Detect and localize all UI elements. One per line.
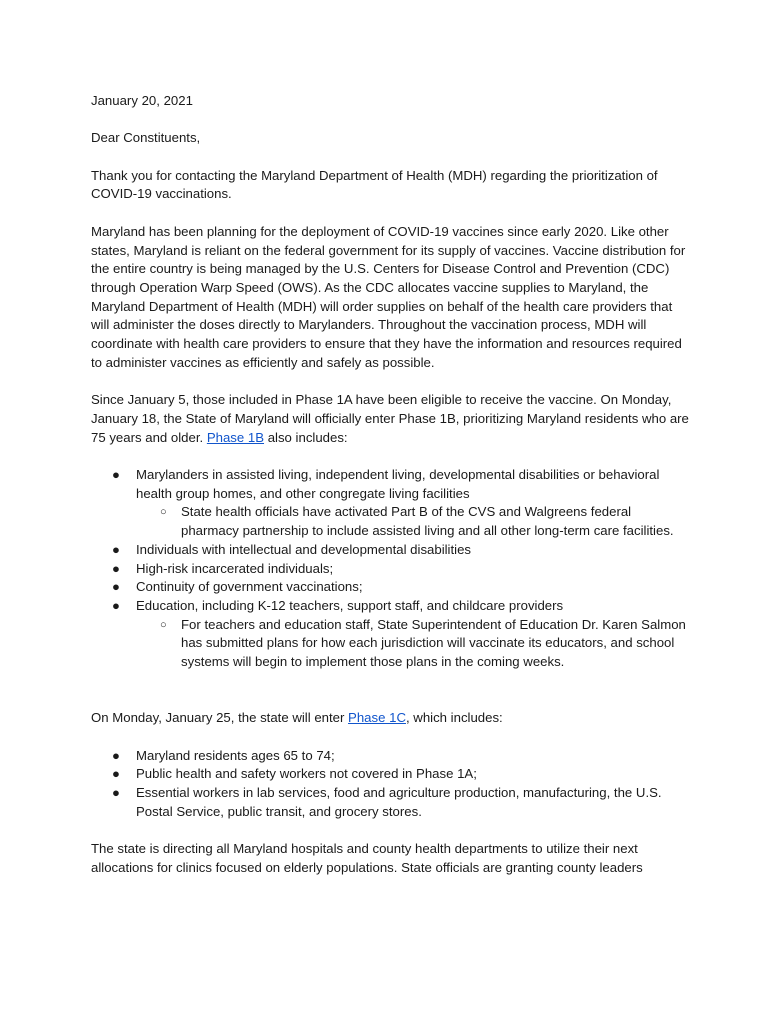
list-item [91, 541, 691, 560]
list-item-text: Individuals with intellectual and developmental disabilities [136, 541, 472, 557]
list-item-text: High-risk incarcerated individuals; [136, 560, 334, 576]
phase-1b-paragraph [91, 391, 691, 447]
bullet-icon: ● [112, 766, 120, 782]
list-item [91, 765, 691, 784]
phase-1c-text-end: , which includes: [405, 710, 503, 726]
sub-list [136, 616, 691, 672]
phase-1b-link[interactable]: Phase 1B [206, 429, 265, 445]
planning-paragraph: Maryland has been planning for the deployment of COVID-19 vaccines since early 2020. Like other states, Maryland is reliant on the federal government for its supply of vaccines. Vaccine distribution for the entire country is being managed by the U.S. Centers for Disease Control and Prevention (CDC) through Operation Warp Speed (OWS). As the CDC allocates vaccine supplies to Maryland, the Maryland Department of Health (MDH) will order supplies on behalf of the health care providers that will administer the doses directly to Marylanders. Throughout the vaccination process, MDH will coordinate with health care providers to ensure that they have the information and resources required to administer vaccines as efficiently and safely as possible. [91, 223, 686, 370]
phase-1c-link[interactable]: Phase 1C [348, 710, 406, 726]
circle-bullet-icon: ○ [160, 506, 167, 519]
bullet-icon: ● [112, 747, 120, 763]
bullet-icon: ● [112, 466, 120, 482]
sub-list-item [136, 503, 691, 540]
letter-body [91, 92, 691, 877]
intro-paragraph: Thank you for contacting the Maryland Department of Health (MDH) regarding the prioritization of COVID-19 vaccinations. [91, 167, 658, 202]
phase-1c-paragraph [91, 709, 691, 728]
circle-bullet-icon: ○ [160, 618, 167, 631]
phase-1c-list [91, 747, 691, 822]
sub-list-item [136, 616, 691, 672]
list-item-text: Essential workers in lab services, food and agriculture production, manufacturing, the U.S. Postal Service, public transit, and grocery stores. [136, 784, 662, 819]
bullet-icon: ● [112, 597, 120, 613]
phase-1b-text-end: also includes: [264, 429, 348, 445]
letter-date: January 20, 2021 [91, 93, 193, 108]
sub-list-item-text: For teachers and education staff, State Superintendent of Education Dr. Karen Salmon has submitted plans for how each jurisdiction will vaccinate its educators, and school systems will begin to implement those plans in the coming weeks. [181, 616, 686, 670]
list-item-text: Public health and safety workers not covered in Phase 1A; [136, 766, 477, 782]
list-item [91, 578, 691, 597]
sub-list-item-text: State health officials have activated Part B of the CVS and Walgreens federal pharmacy partnership to include assisted living and all other long-term care facilities. [181, 504, 674, 539]
phase-1b-text: Since January 5, those included in Phase 1A have been eligible to receive the vaccine. On Monday, January 18, the State of Maryland will officially enter Phase 1B, prioritizing Maryland residents who are 75 years and older. [91, 392, 689, 445]
list-item-text: Education, including K-12 teachers, support staff, and childcare providers [136, 597, 564, 613]
list-item [91, 466, 691, 541]
closing-paragraph: The state is directing all Maryland hospitals and county health departments to utilize their next allocations for clinics focused on elderly populations. State officials are granting county leaders [91, 841, 643, 875]
bullet-icon: ● [112, 579, 120, 595]
bullet-icon: ● [112, 784, 120, 800]
bullet-icon: ● [112, 541, 120, 557]
phase-1c-text: On Monday, January 25, the state will enter [91, 710, 349, 726]
list-item [91, 747, 691, 766]
list-item-text: Continuity of government vaccinations; [136, 579, 363, 595]
list-item-text: Maryland residents ages 65 to 74; [136, 747, 335, 763]
list-item-text: Marylanders in assisted living, independent living, developmental disabilities or behavioral health group homes, and other congregate living facilities [136, 466, 660, 501]
phase-1b-list [91, 466, 691, 672]
bullet-icon: ● [112, 560, 120, 576]
sub-list [136, 503, 691, 540]
letter-salutation: Dear Constituents, [91, 130, 201, 146]
list-item [91, 784, 691, 821]
list-item [91, 597, 691, 672]
list-item [91, 560, 691, 579]
